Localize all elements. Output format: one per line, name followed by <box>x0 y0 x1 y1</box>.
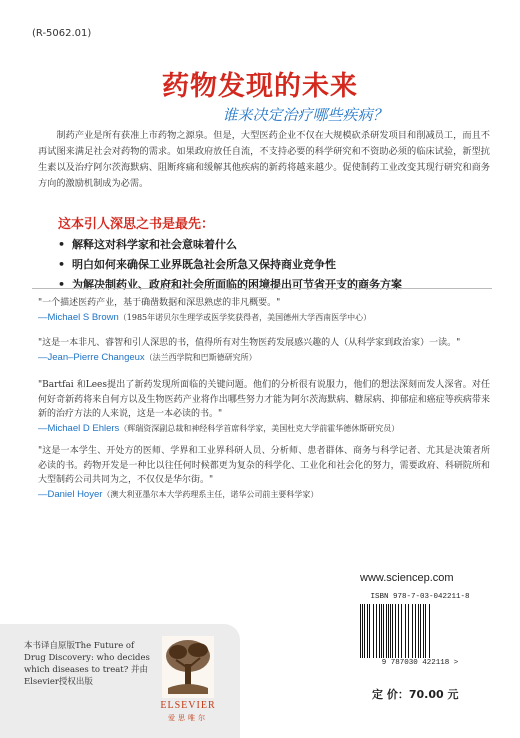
quote-block <box>38 336 490 365</box>
quote-block <box>38 378 490 436</box>
bullet-icon: • <box>58 258 66 271</box>
catalog-code: (R-5062.01) <box>32 28 92 39</box>
list-item <box>58 275 478 295</box>
barcode-icon <box>358 604 482 658</box>
book-subtitle: 谁来决定治疗哪些疾病？ <box>222 106 388 124</box>
quote-affiliation: （法兰西学院和巴斯德研究所） <box>144 352 257 362</box>
isbn-barcode-block <box>350 593 490 671</box>
quote-author: —Daniel Hoyer <box>38 488 103 500</box>
highlight-text: 明白如何来确保工业界既急社会所急又保持商业竞争性 <box>72 258 336 271</box>
quote-author: —Jean–Pierre Changeux <box>38 351 145 363</box>
highlights-list <box>58 235 478 295</box>
rights-notice-text: 本书译自原版The Future of Drug Discovery: who decides which diseases to treat? 并由Elsevier授权出版 <box>24 641 150 687</box>
quote-author: —Michael D Ehlers <box>38 422 120 434</box>
quote-affiliation: （辉瑞资深副总裁和神经科学首席科学家，美国杜克大学前霍华德休斯研究员） <box>119 423 400 433</box>
divider <box>32 288 492 289</box>
publisher-name: ELSEVIER <box>160 700 216 711</box>
list-item <box>58 255 478 275</box>
bullet-icon: • <box>58 278 66 291</box>
quote-affiliation: （1985年诺贝尔生理学或医学奖获得者，美国德州大学西南医学中心） <box>118 312 372 322</box>
quote-text: "Bartfai 和Lees提出了新药发现所面临的关键问题。他们的分析很有说服力，他们的想法深刻而发人深省。对任何好奇新药将来自何方以及生物医药产业将作出哪些努力才能为阿尔茨海默病、糖尿病、抑郁症和癌症等疾病带来新的治疗方法的人来说，这是一本必读的书。" <box>38 380 490 419</box>
quote-text: "一个描述医药产业，基于确凿数据和深思熟虑的非凡概要。" <box>38 298 281 308</box>
quote-text: "这是一本学生、开处方的医师、学界和工业界科研人员、分析师、患者群体、商务与科学记者、尤其是决策者所必读的书。药物开发是一种比以往任何时候都更为复杂的科学化、工业化和社会化的努力，需要政府、科研院所和大型制药公司共同为之，不仅仅是华尔街。" <box>38 446 490 485</box>
quote-affiliation: （澳大利亚墨尔本大学药理系主任，诺华公司前主要科学家） <box>102 489 319 499</box>
quote-text: "这是一本非凡、睿智和引人深思的书，值得所有对生物医药发展感兴趣的人（从科学家到政治家）一读。" <box>38 338 461 348</box>
quote-block <box>38 444 490 502</box>
barcode-digits: 9 787030 422118 > <box>381 659 459 667</box>
intro-paragraph: 制药产业是所有获准上市药物之源泉。但是，大型医药企业不仅在大规模砍杀研发项目和削减员工，而且不再试图来满足社会对药物的需求。如果政府放任自流，不支持必要的科学研究和不资助必须的临床试验，新型抗生素以及治疗阿尔茨海默病、阻断疼痛和缓解其他疾病的新药将越来越少。促使制药工业改变其现行研究和商务方向的激励机制成为必需。 <box>38 130 490 189</box>
publisher-name-cn: 爱思唯尔 <box>168 714 208 722</box>
highlight-text: 解释这对科学家和社会意味着什么 <box>72 238 237 251</box>
elsevier-tree-logo <box>162 636 214 698</box>
isbn-number: ISBN 978-7-03-042211-8 <box>370 593 470 601</box>
quote-author: —Michael S Brown <box>38 311 119 323</box>
list-item <box>58 235 478 255</box>
highlights-heading: 这本引人深思之书是最先： <box>58 217 215 232</box>
price-label: 定 价：70.00 元 <box>372 688 459 701</box>
book-title: 药物发现的未来 <box>162 71 358 102</box>
quote-block <box>38 296 490 325</box>
highlight-text: 为解决制药业、政府和社会所面临的困境提出可节省开支的商务方案 <box>72 278 402 291</box>
bullet-icon: • <box>58 238 66 251</box>
publisher-website: www.sciencep.com <box>360 572 454 584</box>
